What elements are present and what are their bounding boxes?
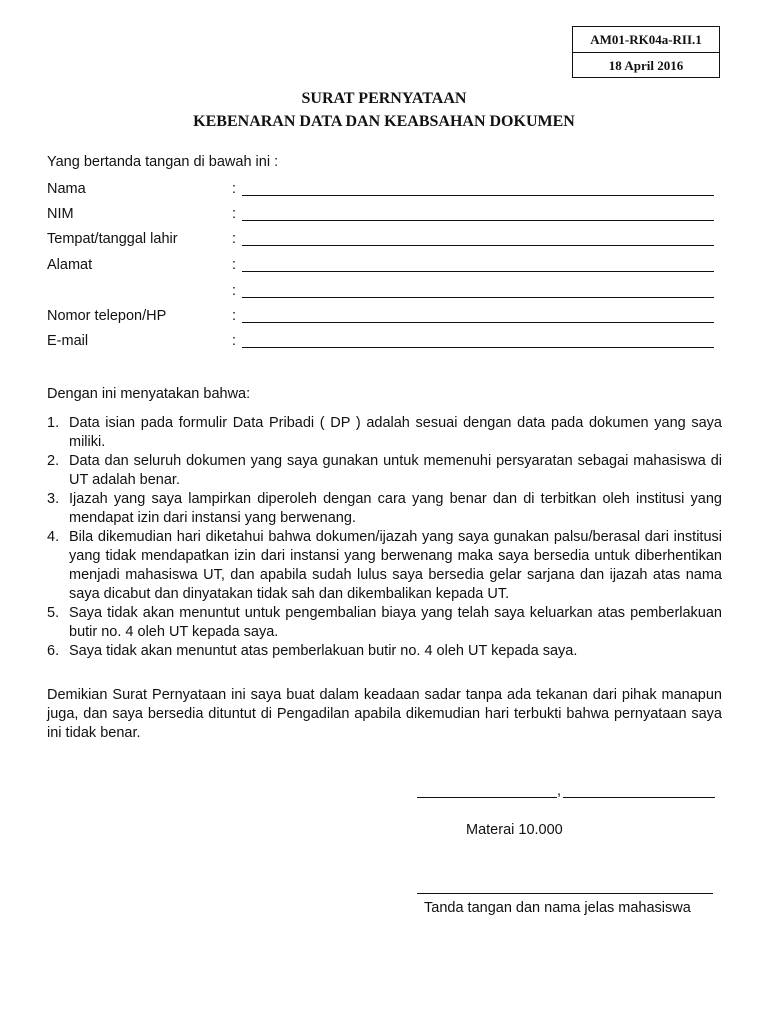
field-colon: : <box>232 231 237 247</box>
list-item-number: 2. <box>47 453 60 469</box>
list-item-text: Saya tidak akan menuntut atas pemberlakuan butir no. 4 oleh UT kepada saya. <box>69 643 578 659</box>
field-label-email: E-mail <box>47 333 89 349</box>
field-colon: : <box>232 181 237 197</box>
closing-paragraph: Demikian Surat Pernyataan ini saya buat dalam keadaan sadar tanpa ada tekanan dari pihak manapun juga, dan saya bersedia dituntut di Pengadilan apabila dikemudian hari terbukti bahwa pernyataan saya ini tidak benar. <box>47 687 722 741</box>
date-line[interactable] <box>563 797 715 798</box>
statement-list <box>47 414 722 661</box>
document-code: AM01-RK04a-RII.1 <box>590 32 702 47</box>
list-item <box>47 528 722 604</box>
list-item-number: 6. <box>47 643 60 659</box>
list-item <box>47 604 722 642</box>
list-item-text: Data isian pada formulir Data Pribadi ( DP ) adalah sesuai dengan data pada dokumen yang saya miliki. <box>69 415 722 450</box>
field-line-phone[interactable] <box>242 322 714 323</box>
field-line-nim[interactable] <box>242 220 714 221</box>
field-line-alamat[interactable] <box>242 271 714 272</box>
field-colon: : <box>232 308 237 324</box>
document-date: 18 April 2016 <box>573 52 719 78</box>
statement-intro: Dengan ini menyatakan bahwa: <box>47 386 251 402</box>
field-line-birth[interactable] <box>242 245 714 246</box>
field-line-alamat-2[interactable] <box>242 297 714 298</box>
field-label-phone: Nomor telepon/HP <box>47 308 167 324</box>
place-line[interactable] <box>417 797 557 798</box>
field-colon: : <box>232 206 237 222</box>
list-item <box>47 490 722 528</box>
list-item-text: Bila dikemudian hari diketahui bahwa dokumen/ijazah yang saya gunakan palsu/berasal dari institusi yang tidak mendapatkan izin dari instansi yang berwenang maka saya bersedia untuk diberhentikan menjadi mahasiswa UT, dan apabila sudah lulus saya bersedia gelar sarjana dan ijazah atas nama saya dicabut dan dinyatakan tidak sah dan dikembalikan kepada UT. <box>69 529 722 602</box>
list-item-number: 3. <box>47 491 60 507</box>
field-label-alamat: Alamat <box>47 257 93 273</box>
list-item-number: 1. <box>47 415 60 431</box>
materai-label: Materai 10.000 <box>466 822 563 838</box>
list-item-text: Ijazah yang saya lampirkan diperoleh dengan cara yang benar dan di terbitkan oleh institusi yang mendapat izin dari instansi yang berwenang. <box>69 491 722 526</box>
field-label-nim: NIM <box>47 206 74 222</box>
field-colon: : <box>232 257 237 273</box>
list-item <box>47 414 722 452</box>
document-code-box <box>572 26 720 78</box>
intro-text: Yang bertanda tangan di bawah ini : <box>47 154 279 170</box>
field-colon: : <box>232 283 237 299</box>
list-item-number: 5. <box>47 605 60 621</box>
field-label-birth: Tempat/tanggal lahir <box>47 231 178 247</box>
title-line-1: SURAT PERNYATAAN <box>301 90 467 107</box>
list-item-number: 4. <box>47 529 60 545</box>
field-label-nama: Nama <box>47 181 86 197</box>
list-item <box>47 642 722 661</box>
list-item <box>47 452 722 490</box>
signature-caption: Tanda tangan dan nama jelas mahasiswa <box>424 900 691 916</box>
list-item-text: Data dan seluruh dokumen yang saya gunakan untuk memenuhi persyaratan sebagai mahasiswa di UT adalah benar. <box>69 453 722 488</box>
signature-line[interactable] <box>417 893 713 894</box>
place-date-separator: , <box>557 783 562 799</box>
title-line-2: KEBENARAN DATA DAN KEABSAHAN DOKUMEN <box>193 113 575 130</box>
list-item-text: Saya tidak akan menuntut untuk pengembalian biaya yang telah saya keluarkan atas pemberlakuan butir no. 4 oleh UT kepada saya. <box>69 605 722 640</box>
field-line-email[interactable] <box>242 347 714 348</box>
field-colon: : <box>232 333 237 349</box>
field-line-nama[interactable] <box>242 195 714 196</box>
